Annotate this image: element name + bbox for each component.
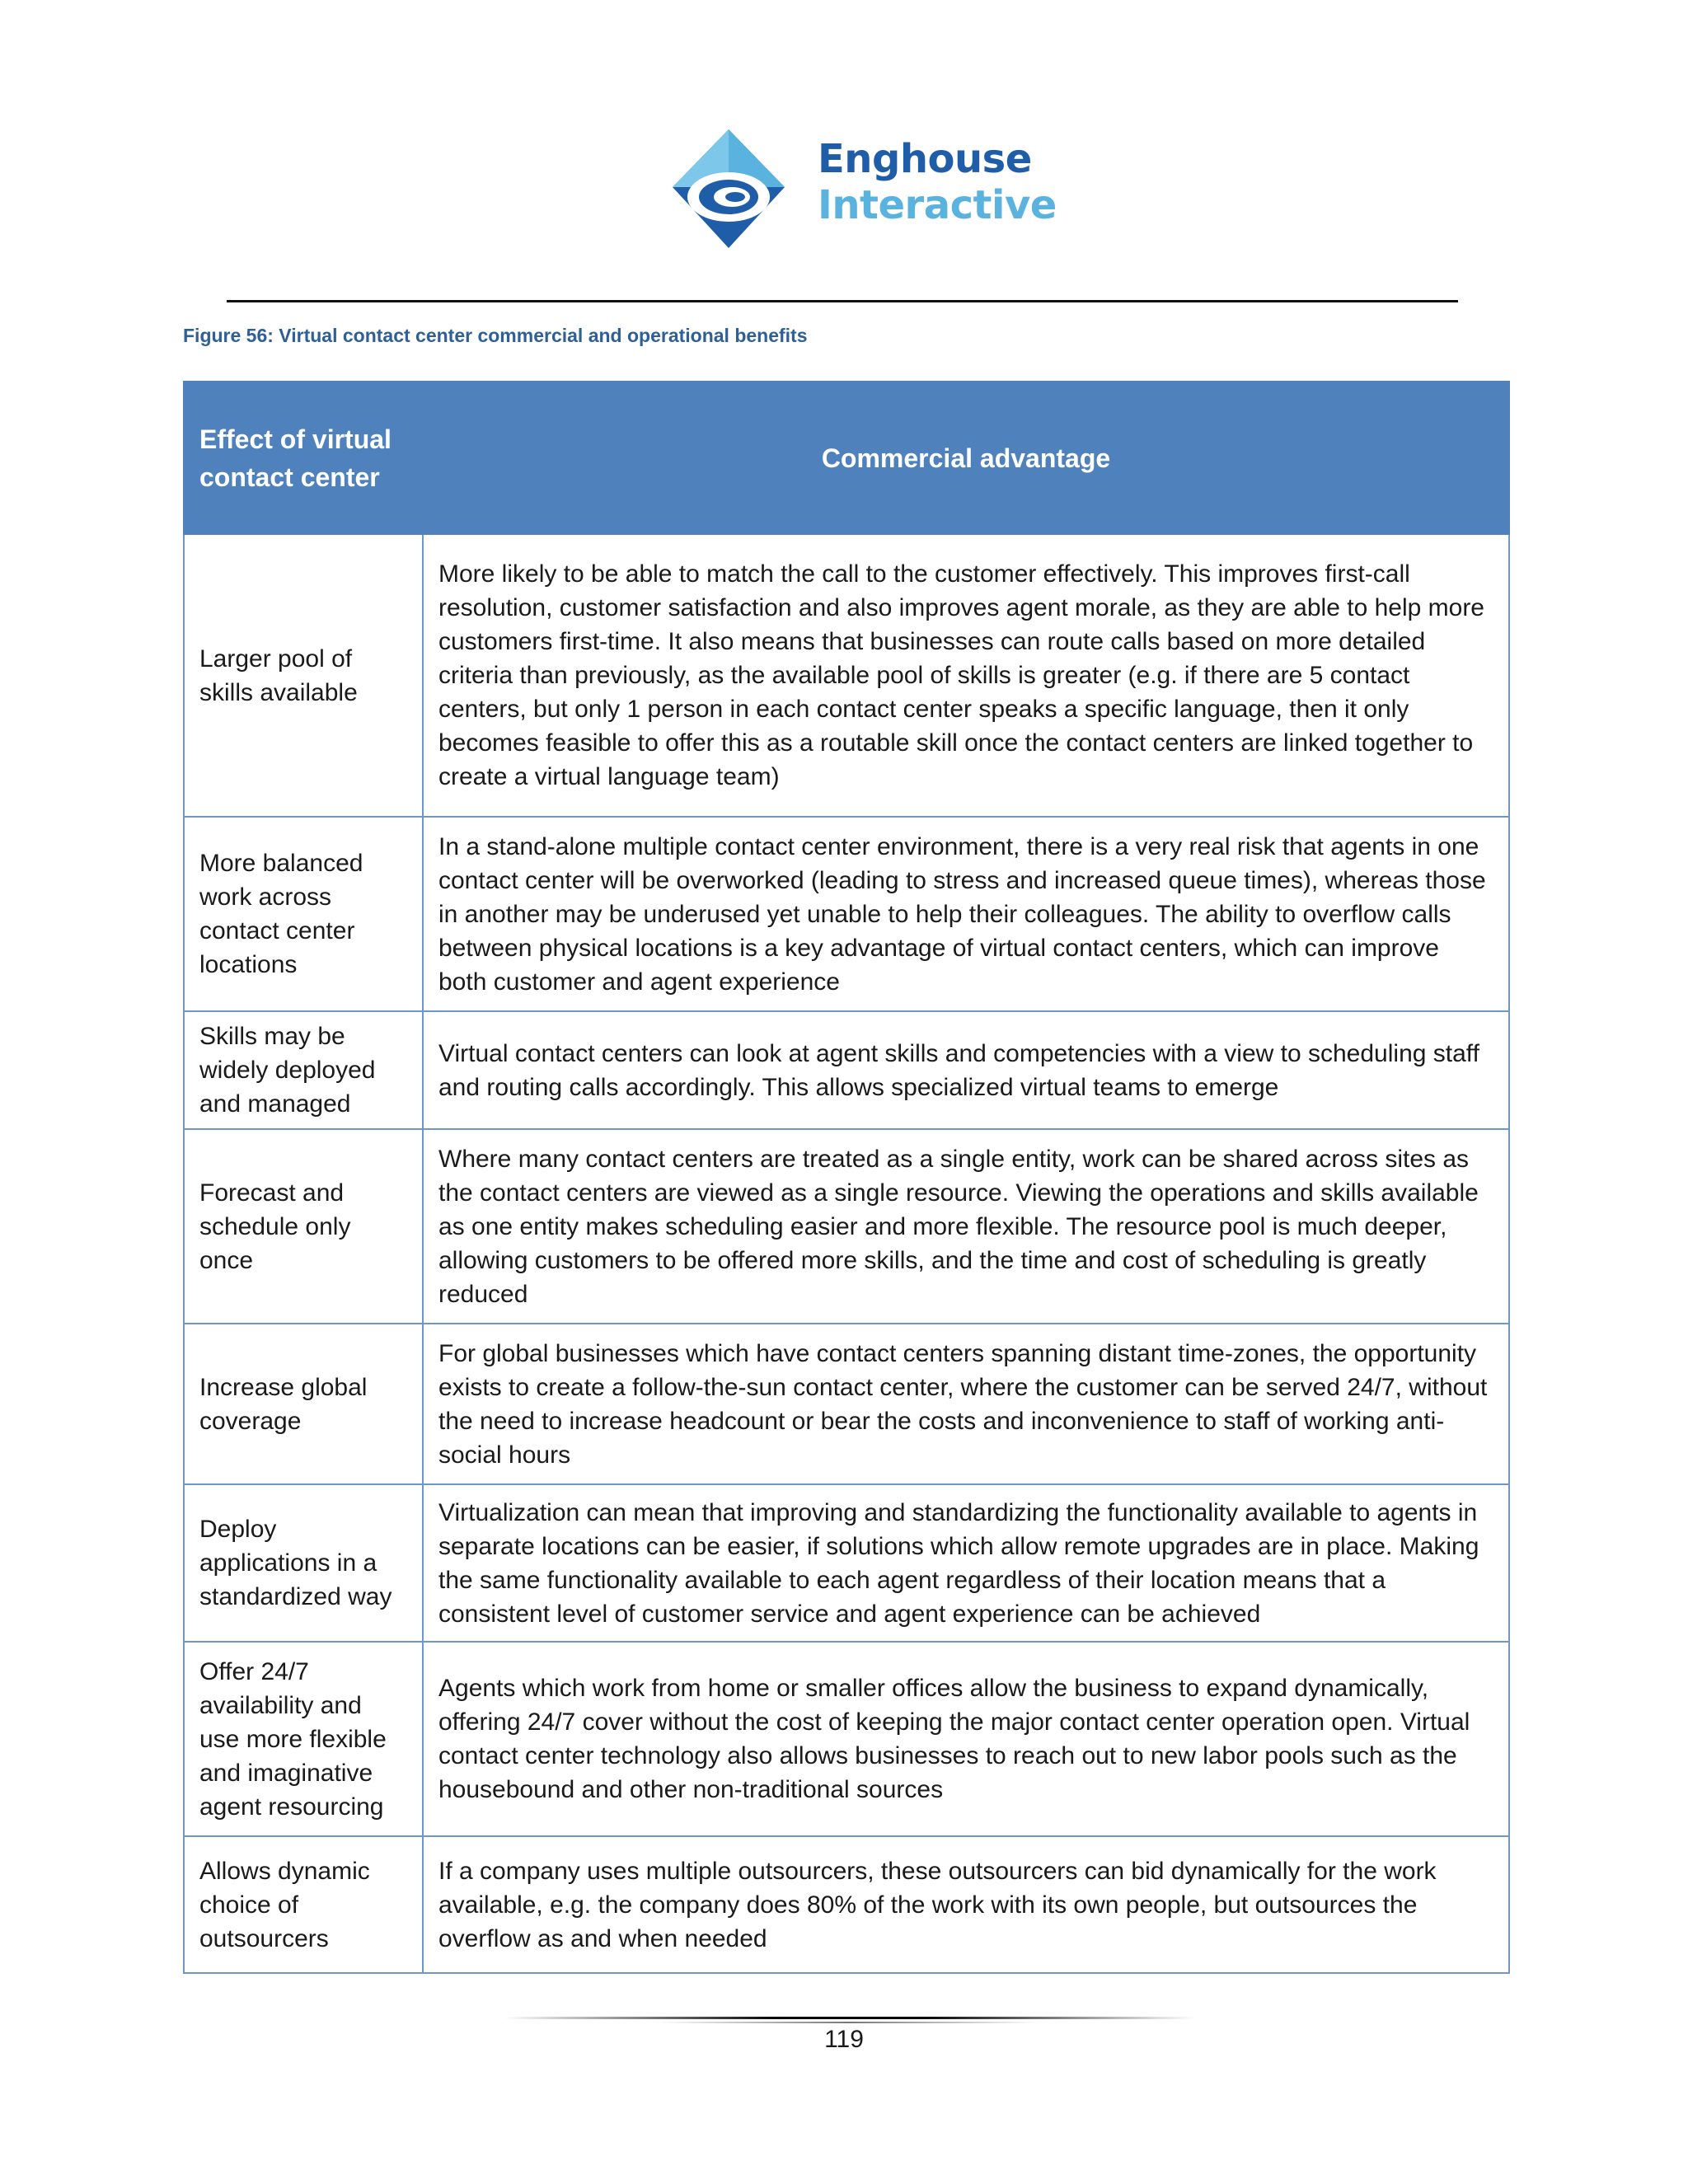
effect-cell: Deploy applications in a standardized way [184, 1484, 423, 1642]
advantage-cell: Virtualization can mean that improving and standardizing the functionality available to agents in separate locations can be easier, if solutions which allow remote upgrades are in place. Making the same functionality available to each agent regardless of their location means that a consistent level of customer service and agent experience can be achieved [423, 1484, 1509, 1642]
table-row [184, 1836, 1509, 1973]
enghouse-eye-diamond-icon [669, 128, 809, 251]
advantage-cell: For global businesses which have contact centers spanning distant time-zones, the opportunity exists to create a follow-the-sun contact center, where the customer can be served 24/7, without the need to increase headcount or bear the costs and inconvenience to staff of working anti-social hours [423, 1324, 1509, 1484]
effect-cell: Offer 24/7 availability and use more flexible and imaginative agent resourcing [184, 1642, 423, 1836]
logo-text-interactive: Interactive [818, 182, 1057, 228]
advantage-cell: In a stand-alone multiple contact center environment, there is a very real risk that agents in one contact center will be overworked (leading to stress and increased queue times), whereas those in another may be underused yet unable to help their colleagues. The ability to overflow calls between physical locations is a key advantage of virtual contact centers, which can improve both customer and agent experience [423, 817, 1509, 1011]
effect-cell: Forecast and schedule only once [184, 1129, 423, 1324]
logo-text-enghouse: Enghouse [818, 136, 1032, 182]
enghouse-interactive-logo [669, 128, 1057, 251]
effect-cell: Allows dynamic choice of outsourcers [184, 1836, 423, 1973]
table-row [184, 1642, 1509, 1836]
table-row [184, 534, 1509, 817]
advantage-cell: Agents which work from home or smaller offices allow the business to expand dynamically, offering 24/7 cover without the cost of keeping the major contact center operation open. Virtual contact center technology also allows businesses to reach out to new labor pools such as the housebound and other non-traditional sources [423, 1642, 1509, 1836]
footer-divider [504, 2017, 1195, 2019]
benefits-table [183, 381, 1510, 1974]
table-row [184, 1011, 1509, 1129]
effect-cell: More balanced work across contact center locations [184, 817, 423, 1011]
page-number: 119 [824, 2026, 864, 2053]
table-row [184, 1484, 1509, 1642]
advantage-cell: More likely to be able to match the call to the customer effectively. This improves first-call resolution, customer satisfaction and also improves agent morale, as they are able to help more customers first-time. It also means that businesses can route calls based on more detailed criteria than previously, as the available pool of skills is greater (e.g. if there are 5 contact centers, but only 1 person in each contact center speaks a specific language, then it only becomes feasible to offer this as a routable skill once the contact centers are linked together to create a virtual language team) [423, 534, 1509, 817]
effect-cell: Increase global coverage [184, 1324, 423, 1484]
figure-caption: Figure 56: Virtual contact center commercial and operational benefits [183, 325, 808, 346]
effect-cell: Skills may be widely deployed and managed [184, 1011, 423, 1129]
advantage-cell: Where many contact centers are treated as a single entity, work can be shared across sites as the contact centers are viewed as a single resource. Viewing the operations and skills available as one entity makes scheduling easier and more flexible. The resource pool is much deeper, allowing customers to be offered more skills, and the time and cost of scheduling is greatly reduced [423, 1129, 1509, 1324]
table-row [184, 1129, 1509, 1324]
effect-cell: Larger pool of skills available [184, 534, 423, 817]
column-header-effect: Effect of virtual contact center [184, 382, 423, 534]
table-row [184, 817, 1509, 1011]
footer-divider-shadow [659, 2022, 1039, 2023]
column-header-advantage: Commercial advantage [423, 382, 1509, 534]
advantage-cell: Virtual contact centers can look at agent skills and competencies with a view to scheduling staff and routing calls accordingly. This allows specialized virtual teams to emerge [423, 1011, 1509, 1129]
advantage-cell: If a company uses multiple outsourcers, these outsourcers can bid dynamically for the work available, e.g. the company does 80% of the work with its own people, but outsources the overflow as and when needed [423, 1836, 1509, 1973]
table-header-row [184, 382, 1509, 534]
header-divider [227, 300, 1458, 302]
table-row [184, 1324, 1509, 1484]
